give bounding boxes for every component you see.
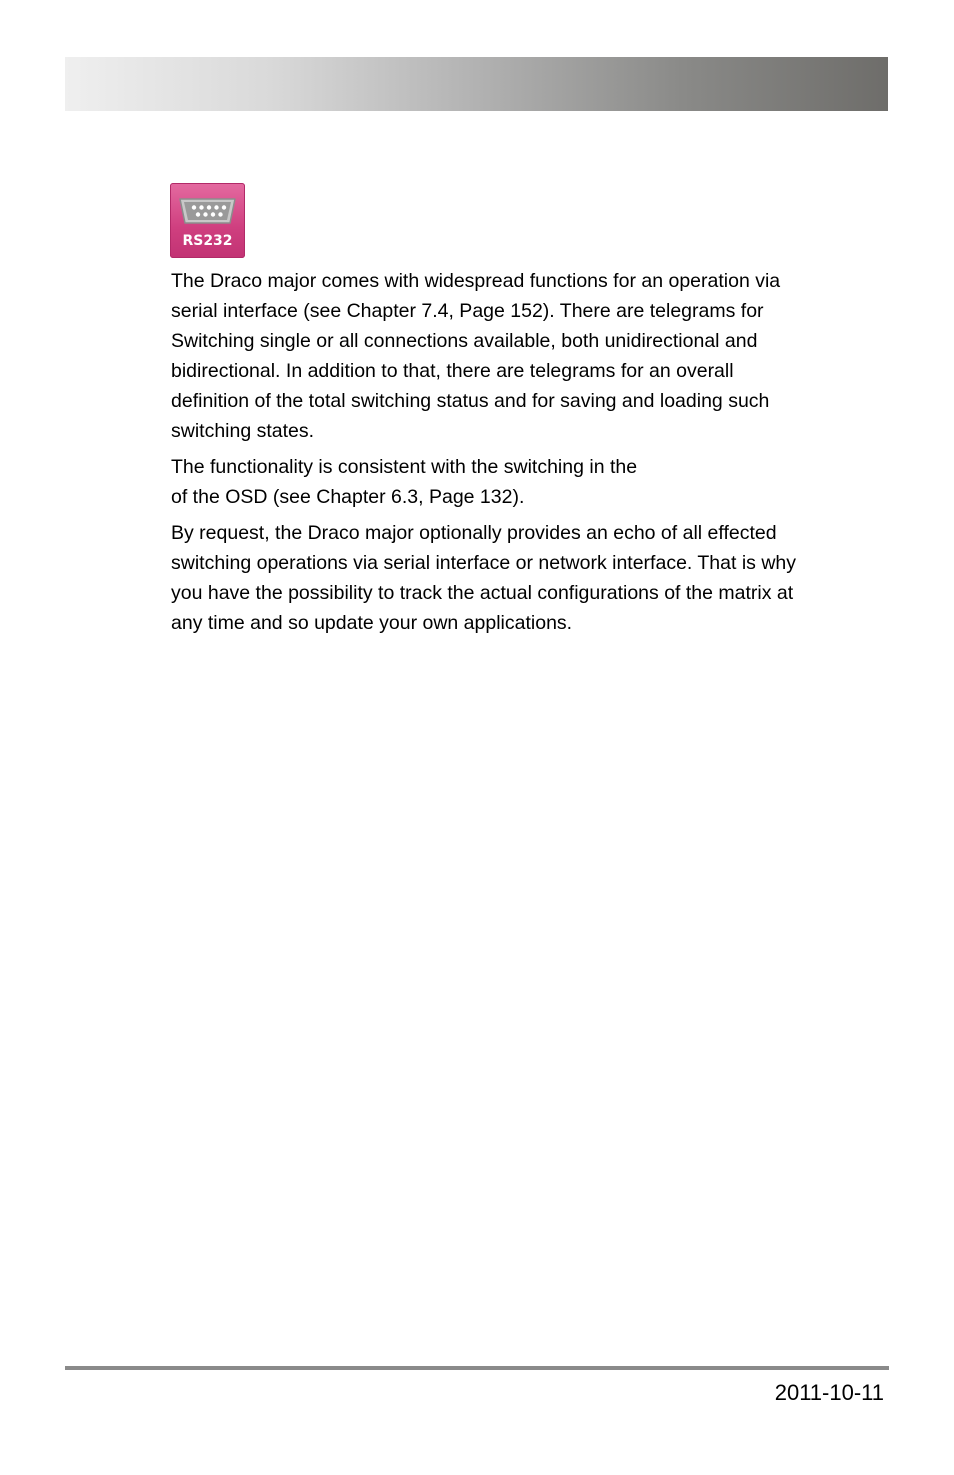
text-line: switching operations via serial interface or network interface. That is why xyxy=(171,552,797,574)
paragraph-serial-functions xyxy=(171,266,871,446)
text-line: any time and so update your own applications. xyxy=(171,612,573,634)
text-line: bidirectional. In addition to that, there are telegrams for an overall xyxy=(171,360,734,382)
text-line: serial interface (see Chapter 7.4, Page 152). There are telegrams for xyxy=(171,300,764,322)
text-line: The Draco major comes with widespread functions for an operation via xyxy=(171,270,781,292)
header-gradient-bar xyxy=(65,57,888,111)
footer-divider xyxy=(65,1366,889,1370)
text-line: definition of the total switching status and for saving and loading such xyxy=(171,390,770,412)
text-line: switching states. xyxy=(171,420,315,442)
paragraph-echo-option xyxy=(171,518,871,638)
text-line: The functionality is consistent with the switching in the xyxy=(171,456,638,478)
rs232-connector-icon xyxy=(170,183,245,258)
text-line: Switching single or all connections available, both unidirectional and xyxy=(171,330,758,352)
body-text xyxy=(171,266,871,644)
text-line: you have the possibility to track the actual configurations of the matrix at xyxy=(171,582,794,604)
text-line: of the OSD (see Chapter 6.3, Page 132). xyxy=(171,486,525,508)
footer-date: 2011-10-11 xyxy=(774,1380,884,1405)
text-line: By request, the Draco major optionally provides an echo of all effected xyxy=(171,522,777,544)
paragraph-osd-consistency xyxy=(171,452,871,512)
rs232-icon-label: RS232 xyxy=(182,233,233,249)
